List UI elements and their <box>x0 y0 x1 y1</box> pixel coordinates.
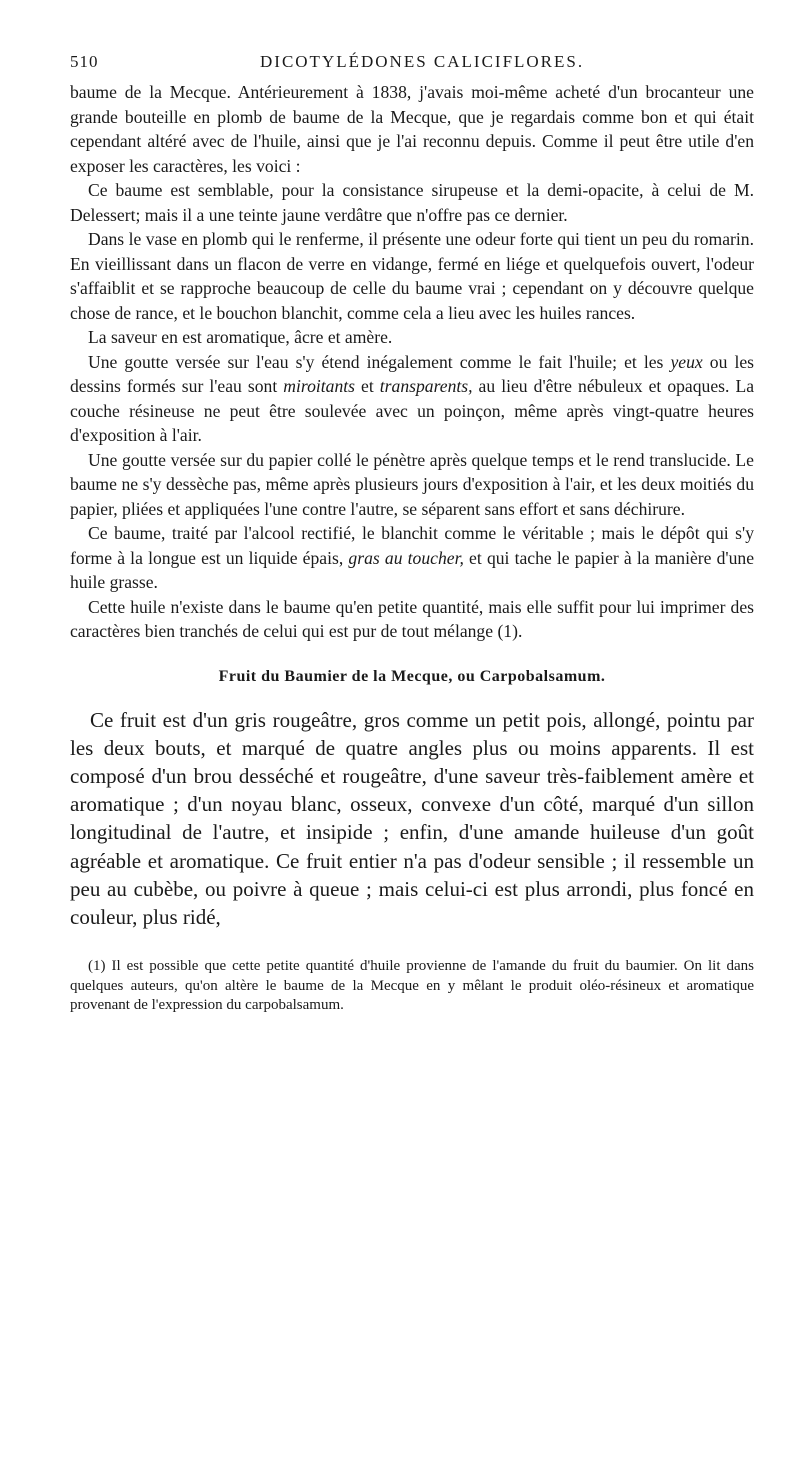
paragraph: baume de la Mecque. Antérieurement à 1838, j'avais moi-même acheté d'un brocanteur une grande bouteille en plomb de baume de la Mecque, que je regardais comme bon et qui était cependant altéré avec de l'huile, ainsi que je l'ai reconnu depuis. Comme il peut être utile d'en exposer les caractères, les voici : <box>70 82 754 176</box>
paragraph: Une goutte versée sur du papier collé le pénètre après quelque temps et le rend translucide. Le baume ne s'y dessèche pas, même après plusieurs jours d'exposition à l'air, et les deux moitiés du papier, pliées et appliquées l'une contre l'autre, se séparent sans effort et sans déchirure. <box>70 449 754 519</box>
section-body <box>70 706 754 932</box>
section-heading: Fruit du Baumier de la Mecque, ou Carpobalsamum. <box>218 667 606 685</box>
paragraph: Cette huile n'existe dans le baume qu'en petite quantité, mais elle suffit pour lui imprimer des caractères bien tranchés de celui qui est pur de tout mélange (1). <box>70 596 754 641</box>
italic-term: gras au toucher, <box>348 547 464 568</box>
running-header <box>70 52 754 80</box>
text-run: et qui tache le papier à la manière d'une huile grasse. <box>70 547 754 592</box>
text-run: Ce baume, traité par l'alcool rectifié, le blanchit comme le véritable ; mais le dépôt qui s'y forme à la longue est un liquide épais, <box>70 523 754 568</box>
italic-term: yeux <box>670 351 703 372</box>
italic-term: transparents, <box>379 376 473 396</box>
text-run: ou les dessins formés sur l'eau sont <box>70 351 754 396</box>
paragraph <box>70 521 754 595</box>
text-run: Une goutte versée sur l'eau s'y étend inégalement comme le fait l'huile; et les <box>88 351 671 372</box>
page-number: 510 <box>70 52 99 71</box>
paragraph: Dans le vase en plomb qui le renferme, il présente une odeur forte qui tient un peu du romarin. En vieillissant dans un flacon de verre en vidange, fermé en liége et quelquefois ouvert, l'odeur s'affaiblit et se rapproche beaucoup de celle du baume vrai ; cependant on y découvre quelque chose de rance, et le bouchon blanchit, comme cela a lieu avec les huiles rances. <box>70 229 754 323</box>
footnote: (1) Il est possible que cette petite quantité d'huile provienne de l'amande du fruit du baumier. On lit dans quelques auteurs, qu'on altère le baume de la Mecque en y mêlant le produit oléo-résineux et aromatique provenant de l'expression du carpobalsamum. <box>70 958 754 1014</box>
text-run: au lieu d'être nébuleux et opaques. La couche résineuse ne peut être soulevée avec un poinçon, même après vingt-quatre heures d'exposition à l'air. <box>70 376 755 445</box>
text-run: et <box>354 376 380 396</box>
paragraph <box>70 350 754 448</box>
paragraph: Ce baume est semblable, pour la consistance sirupeuse et la demi-opacite, à celui de M. Delessert; mais il a une teinte jaune verdâtre que n'offre pas ce dernier. <box>70 180 754 225</box>
running-title: DICOTYLÉDONES CALICIFLORES. <box>260 52 585 71</box>
body-text <box>70 80 754 644</box>
paragraph: Ce fruit est d'un gris rougeâtre, gros comme un petit pois, allongé, pointu par les deux bouts, et marqué de quatre angles plus ou moins apparents. Il est composé d'un brou desséché et rougeâtre, d'une saveur très-faiblement amère et aromatique ; d'un noyau blanc, osseux, convexe d'un côté, marqué d'un sillon longitudinal de l'autre, et insipide ; enfin, d'une amande huileuse d'un goût agréable et aromatique. Ce fruit entier n'a pas d'odeur sensible ; il ressemble un peu au cubèbe, ou poivre à queue ; mais celui-ci est plus arrondi, plus foncé en couleur, plus ridé, <box>70 707 754 929</box>
italic-term: miroitants <box>283 376 355 396</box>
paragraph: La saveur en est aromatique, âcre et amère. <box>88 327 393 347</box>
